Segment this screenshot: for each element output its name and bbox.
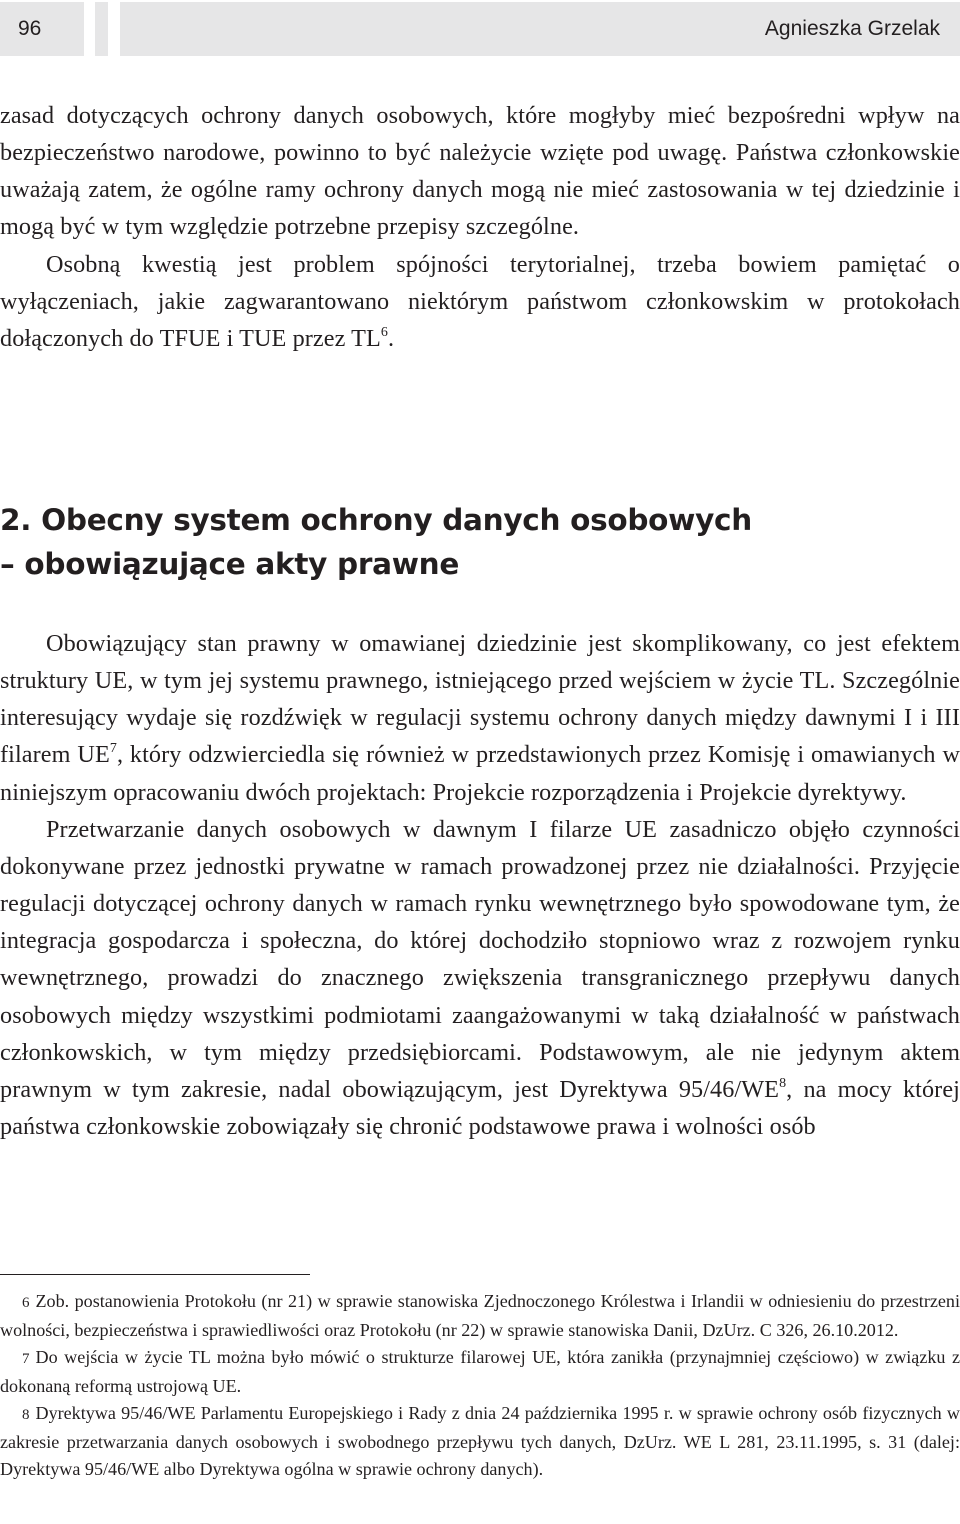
footnote-8 — [0, 1400, 960, 1483]
paragraph-1: zasad dotyczących ochrony danych osobowych, które mogłyby mieć bezpośredni wpływ na bezpieczeństwo narodowe, powinno to być należycie wzięte pod uwagę. Państwa członkowskie uważają zatem, że ogólne ramy ochrony danych mogą nie mieć zastosowania w tej dziedzinie i mogą być w tym względzie potrzebne przepisy szczególne. — [0, 102, 960, 241]
footnote-7 — [0, 1344, 960, 1400]
header-divider-block — [95, 2, 108, 56]
paragraph-2-text: Osobną kwestią jest problem spójności terytorialnej, trzeba bowiem pamiętać o wyłączeniach, jakie zagwarantowano niektórym państwom członkowskim w protokołach dołączonych do TFUE i TUE przez TL — [0, 250, 960, 352]
page-number: 96 — [0, 2, 84, 56]
paragraph-3-text-a: Obowiązujący stan prawny w omawianej dziedzinie jest skomplikowany, co jest efektem struktury UE, w tym jej systemu prawnego, istniejącego przed wejściem w życie TL. Szczególnie interesujący wydaje się rozdźwięk w regulacji systemu ochrony danych między dawnymi I i III filarem UE — [0, 630, 960, 769]
paragraph-3-text-b: , który odzwierciedla się również w przedstawionych przez Komisję i omawianych w niniejszym opracowaniu dwóch projektach: Projekcie rozporządzenia i Projekcie dyrektywy. — [0, 741, 960, 806]
footnote-number: 7 — [22, 1351, 30, 1367]
section-heading-line-2: – obowiązujące akty prawne — [0, 547, 460, 581]
footnote-number: 8 — [22, 1407, 30, 1423]
paragraph-4-text-b: , na mocy której państwa członkowskie zobowiązały się chronić podstawowe prawa i wolności osób — [0, 1075, 960, 1141]
footnote-separator — [0, 1274, 310, 1275]
footnote-text: Do wejścia w życie TL można było mówić o strukturze filarowej UE, która zanikła (przynajmniej częściowo) w związku z dokonaną reformą ustrojową UE. — [0, 1347, 960, 1396]
page-header — [0, 0, 960, 56]
footnote-ref-8[interactable]: 8 — [779, 1075, 787, 1091]
section-heading — [0, 498, 960, 586]
footnote-6 — [0, 1288, 960, 1344]
paragraph-4-text-a: Przetwarzanie danych osobowych w dawnym I filarze UE zasadniczo objęło czynności dokonywane przez jednostki prywatne w ramach prowadzonej przez nie działalności. Przyjęcie regulacji dotyczącej ochrony danych w ramach rynku wewnętrznego było spowodowane tym, że integracja gospodarcza i społeczna, do której dochodziło stopniowo wraz z rozwojem rynku wewnętrznego, prowadzi do znacznego zwiększenia transgranicznego przepływu danych osobowych między wszystkimi podmiotami zaangażowanymi w taką działalność w państwach członkowskich, w tym między przedsiębiorcami. Podstawowym, ale nie jedynym aktem prawnym w tym zakresie, nadal obowiązującym, jest Dyrektywa 95/46/WE — [0, 815, 960, 1103]
paragraph-3 — [0, 625, 960, 811]
footnote-ref-6[interactable]: 6 — [380, 324, 389, 340]
section-heading-line-1: 2. Obecny system ochrony danych osobowych — [0, 503, 752, 537]
paragraph-2 — [0, 246, 960, 357]
paragraph-4 — [0, 811, 960, 1145]
footnotes — [0, 1288, 960, 1483]
footnote-number: 6 — [22, 1295, 30, 1311]
body-section — [0, 625, 960, 1145]
body-top — [0, 97, 960, 357]
running-head-author: Agnieszka Grzelak — [120, 2, 960, 56]
footnote-text: Dyrektywa 95/46/WE Parlamentu Europejskiego i Rady z dnia 24 października 1995 r. w sprawie ochrony osób fizycznych w zakresie przetwarzania danych osobowych i swobodnego przepływu tych danych, DzUrz. WE L 281, 23.11.1995, s. 31 (dalej: Dyrektywa 95/46/WE albo Dyrektywa ogólna w sprawie ochrony danych). — [0, 1403, 960, 1479]
footnote-text: Zob. postanowienia Protokołu (nr 21) w sprawie stanowiska Zjednoczonego Królestwa i Irlandii w odniesieniu do przestrzeni wolności, bezpieczeństwa i sprawiedliwości oraz Protokołu (nr 22) w sprawie stanowiska Danii, DzUrz. C 326, 26.10.2012. — [0, 1291, 960, 1340]
footnote-ref-7[interactable]: 7 — [109, 741, 117, 757]
paragraph-2-end: . — [388, 324, 395, 352]
